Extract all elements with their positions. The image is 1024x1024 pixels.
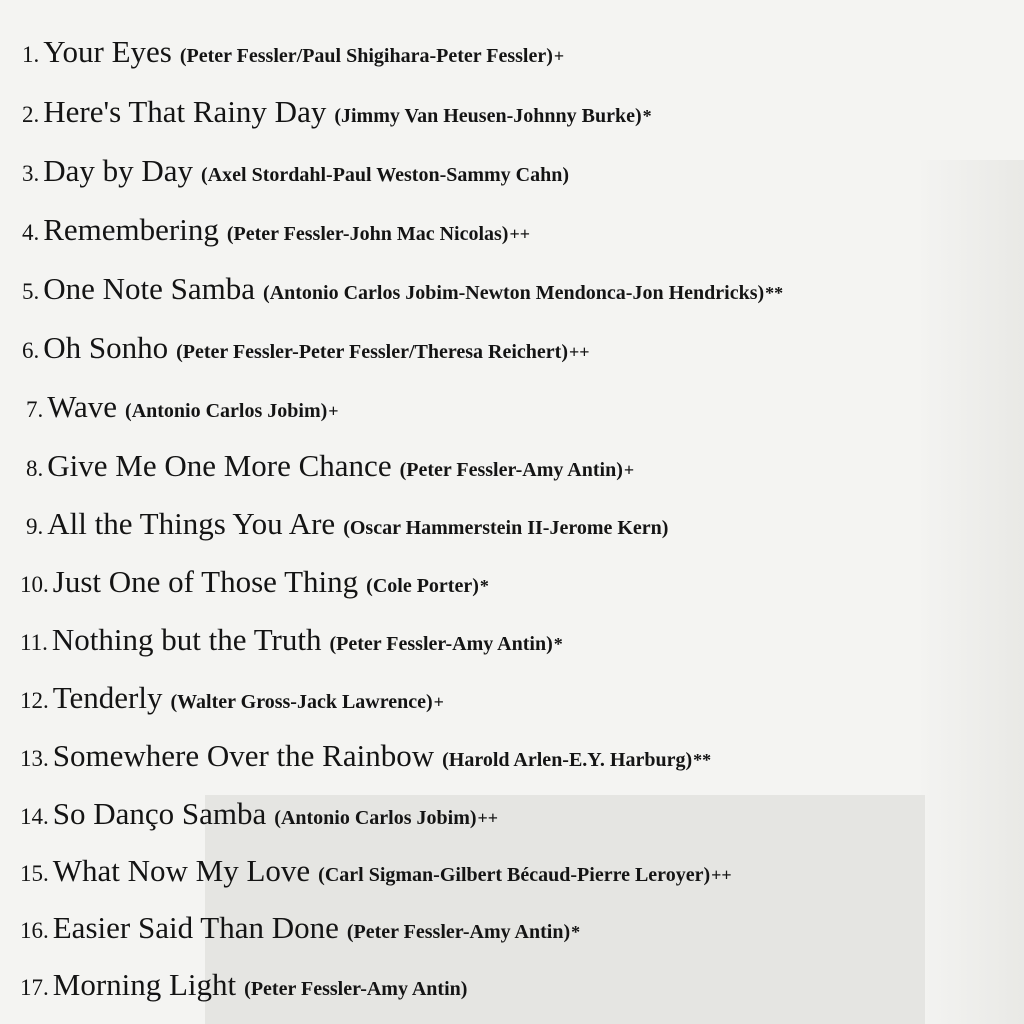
track-item [22, 36, 564, 67]
track-credits: (Walter Gross-Jack Lawrence) [170, 691, 433, 713]
track-number: 9. [26, 514, 44, 539]
track-item [26, 450, 634, 481]
track-number: 12. [20, 688, 49, 713]
track-mark: + [328, 401, 339, 421]
track-number: 1. [22, 42, 40, 67]
track-mark: * [571, 922, 581, 942]
track-credits: (Antonio Carlos Jobim) [274, 807, 477, 829]
track-title: Your Eyes [43, 34, 172, 69]
track-mark: * [479, 576, 489, 596]
track-credits: (Peter Fessler-Amy Antin) [346, 921, 571, 943]
track-number: 15. [20, 861, 49, 886]
track-item [20, 912, 580, 943]
track-mark: ++ [711, 865, 732, 885]
track-number: 16. [20, 918, 49, 943]
track-credits: (Antonio Carlos Jobim) [125, 400, 328, 422]
track-item [20, 969, 468, 1000]
track-item [20, 566, 489, 597]
track-title: Nothing but the Truth [51, 622, 322, 657]
track-title: One Note Samba [43, 271, 256, 306]
track-item [20, 855, 732, 886]
track-number: 11. [20, 630, 48, 655]
track-title: So Danço Samba [52, 796, 267, 831]
track-title: Wave [47, 389, 118, 424]
track-mark: ++ [477, 808, 499, 828]
track-title: Oh Sonho [43, 330, 169, 365]
track-credits: (Axel Stordahl-Paul Weston-Sammy Cahn) [201, 164, 570, 186]
track-number: 8. [26, 456, 44, 481]
track-number: 14. [20, 804, 49, 829]
track-credits: (Cole Porter) [366, 575, 479, 597]
track-credits: (Peter Fessler/Paul Shigihara-Peter Fessler) [179, 45, 553, 67]
track-credits: (Peter Fessler-Amy Antin) [329, 633, 553, 655]
track-number: 2. [22, 102, 40, 127]
track-credits: (Peter Fessler-Amy Antin) [244, 978, 468, 1000]
track-title: Tenderly [52, 680, 163, 715]
track-number: 4. [22, 220, 40, 245]
track-title: Somewhere Over the Rainbow [52, 738, 435, 773]
track-mark: ++ [509, 224, 530, 244]
track-mark: ** [765, 283, 784, 303]
track-number: 13. [20, 746, 49, 771]
track-title: Just One of Those Thing [52, 564, 359, 599]
track-title: Remembering [43, 212, 219, 247]
track-item [22, 214, 530, 245]
track-item [20, 682, 444, 713]
track-title: Morning Light [52, 967, 237, 1002]
track-title: Easier Said Than Done [52, 910, 339, 945]
track-title: All the Things You Are [47, 506, 336, 541]
track-credits: (Oscar Hammerstein II-Jerome Kern) [343, 517, 669, 539]
track-number: 5. [22, 279, 40, 304]
track-number: 7. [26, 397, 44, 422]
track-credits: (Peter Fessler-Amy Antin) [399, 459, 623, 481]
track-credits: (Jimmy Van Heusen-Johnny Burke) [334, 105, 642, 127]
track-number: 17. [20, 975, 49, 1000]
track-item [22, 332, 590, 363]
track-item [26, 391, 339, 422]
track-title: Here's That Rainy Day [43, 94, 327, 129]
track-credits: (Peter Fessler-Peter Fessler/Theresa Reichert) [176, 341, 568, 363]
track-mark: + [433, 692, 444, 712]
track-mark: + [623, 460, 635, 480]
track-item [22, 273, 783, 304]
track-mark: ++ [568, 342, 590, 362]
track-title: Give Me One More Chance [47, 448, 392, 483]
track-item [20, 798, 498, 829]
track-mark: * [553, 634, 563, 654]
track-title: What Now My Love [52, 853, 311, 888]
track-item [22, 96, 652, 127]
track-number: 10. [20, 572, 49, 597]
track-item [20, 624, 563, 655]
track-item [26, 508, 669, 539]
track-title: Day by Day [43, 153, 194, 188]
track-number: 3. [22, 161, 40, 186]
track-credits: (Carl Sigman-Gilbert Bécaud-Pierre Leroyer) [318, 864, 711, 886]
track-mark: ** [693, 750, 712, 770]
track-credits: (Peter Fessler-John Mac Nicolas) [226, 223, 509, 245]
track-mark: + [553, 46, 565, 66]
track-number: 6. [22, 338, 40, 363]
track-item [22, 155, 570, 186]
track-mark: * [642, 106, 652, 126]
track-item [20, 740, 711, 771]
track-credits: (Antonio Carlos Jobim-Newton Mendonca-Jon Hendricks) [263, 282, 765, 304]
track-credits: (Harold Arlen-E.Y. Harburg) [442, 749, 693, 771]
